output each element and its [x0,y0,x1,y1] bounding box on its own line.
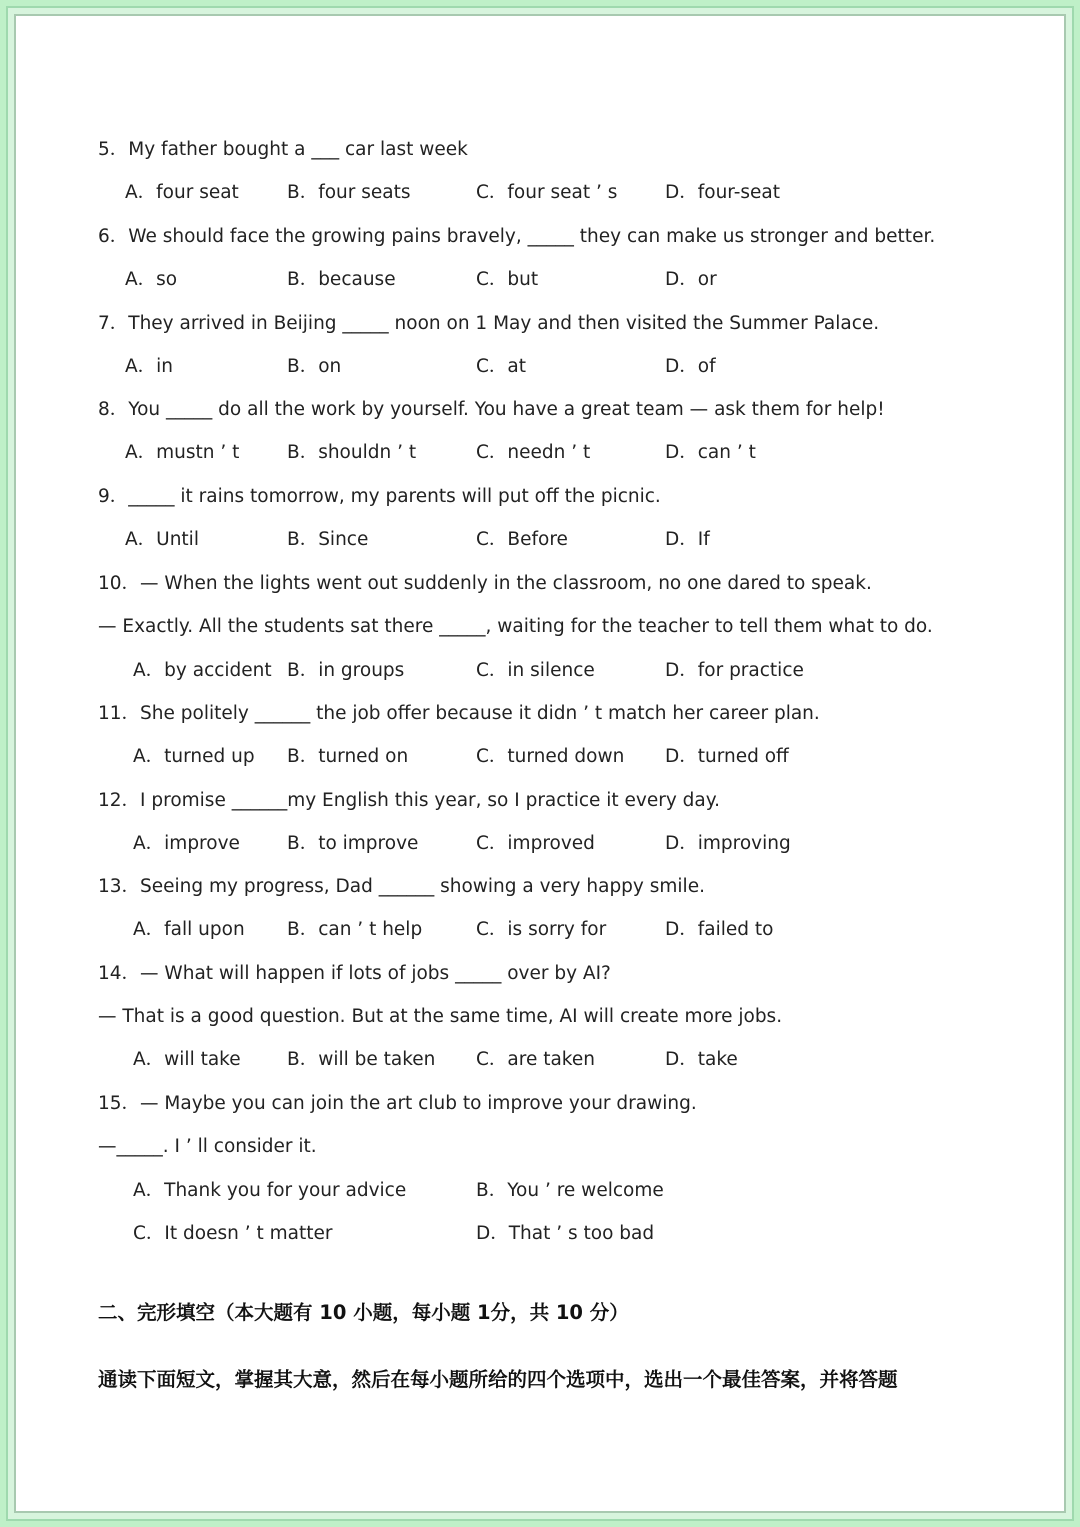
question-14-option-d[interactable]: D．take [665,1049,738,1070]
section-2-instruction: 通读下面短文，掌握其大意，然后在每小题所给的四个选项中，选出一个最佳答案，并将答题 [98,1368,898,1391]
question-12-option-b[interactable]: B．to improve [287,833,419,854]
question-6-option-a[interactable]: A．so [125,269,178,290]
question-7-option-d[interactable]: D．of [665,356,716,377]
question-10-reply: — Exactly. All the students sat there _____, waiting for the teacher to tell them what to do. [98,616,933,637]
question-8-option-b[interactable]: B．shouldn ’ t [287,442,417,463]
question-14-option-c[interactable]: C．are taken [476,1049,595,1070]
question-15-option-d[interactable]: D．That ’ s too bad [476,1223,655,1244]
question-6-option-d[interactable]: D．or [665,269,717,290]
question-6-option-b[interactable]: B．because [287,269,396,290]
question-12-option-c[interactable]: C．improved [476,833,595,854]
question-13-option-c[interactable]: C．is sorry for [476,919,607,940]
question-5-option-d[interactable]: D．four-seat [665,182,781,203]
question-5-option-c[interactable]: C．four seat ’ s [476,182,618,203]
question-7-option-b[interactable]: B．on [287,356,342,377]
question-5-stem: 5．My father bought a ___ car last week [98,139,468,160]
question-6-option-c[interactable]: C．but [476,269,539,290]
question-13-option-d[interactable]: D．failed to [665,919,774,940]
question-15-reply: —_____. I ’ ll consider it. [98,1136,317,1157]
question-11-stem: 11．She politely ______ the job offer because it didn ’ t match her career plan. [98,703,820,724]
question-7-stem: 7．They arrived in Beijing _____ noon on 1 May and then visited the Summer Palace. [98,313,880,334]
question-9-option-b[interactable]: B．Since [287,529,369,550]
question-5-option-b[interactable]: B．four seats [287,182,411,203]
section-2-title: 二、完形填空（本大题有 10 小题，每小题 1分，共 10 分） [98,1301,629,1324]
question-15-stem: 15．— Maybe you can join the art club to improve your drawing. [98,1093,697,1114]
question-8-stem: 8．You _____ do all the work by yourself. You have a great team — ask them for help! [98,399,885,420]
question-11-option-c[interactable]: C．turned down [476,746,625,767]
question-9-stem: 9．_____ it rains tomorrow, my parents will put off the picnic. [98,486,661,507]
question-10-option-a[interactable]: A．by accident [133,660,272,681]
question-6-stem: 6．We should face the growing pains bravely, _____ they can make us stronger and better. [98,226,936,247]
question-14-reply: — That is a good question. But at the same time, AI will create more jobs. [98,1006,783,1027]
question-12-option-d[interactable]: D．improving [665,833,791,854]
question-14-option-b[interactable]: B．will be taken [287,1049,436,1070]
question-7-option-c[interactable]: C．at [476,356,527,377]
question-5-option-a[interactable]: A．four seat [125,182,239,203]
question-8-option-d[interactable]: D．can ’ t [665,442,756,463]
question-13-option-b[interactable]: B．can ’ t help [287,919,423,940]
question-10-option-d[interactable]: D．for practice [665,660,804,681]
question-13-option-a[interactable]: A．fall upon [133,919,245,940]
question-8-option-a[interactable]: A．mustn ’ t [125,442,240,463]
question-9-option-c[interactable]: C．Before [476,529,568,550]
question-9-option-a[interactable]: A．Until [125,529,199,550]
question-12-stem: 12．I promise ______my English this year, so I practice it every day. [98,790,720,811]
question-10-option-c[interactable]: C．in silence [476,660,595,681]
question-15-option-b[interactable]: B．You ’ re welcome [476,1180,664,1201]
question-12-option-a[interactable]: A．improve [133,833,240,854]
question-14-option-a[interactable]: A．will take [133,1049,241,1070]
question-10-option-b[interactable]: B．in groups [287,660,405,681]
question-11-option-a[interactable]: A．turned up [133,746,255,767]
question-13-stem: 13．Seeing my progress, Dad ______ showing a very happy smile. [98,876,705,897]
question-11-option-d[interactable]: D．turned off [665,746,789,767]
question-11-option-b[interactable]: B．turned on [287,746,409,767]
question-15-option-c[interactable]: C．It doesn ’ t matter [133,1223,333,1244]
question-8-option-c[interactable]: C．needn ’ t [476,442,591,463]
question-14-stem: 14．— What will happen if lots of jobs _____ over by AI? [98,963,611,984]
question-10-stem: 10．— When the lights went out suddenly in the classroom, no one dared to speak. [98,573,872,594]
question-15-option-a[interactable]: A．Thank you for your advice [133,1180,407,1201]
question-9-option-d[interactable]: D．If [665,529,710,550]
question-7-option-a[interactable]: A．in [125,356,174,377]
